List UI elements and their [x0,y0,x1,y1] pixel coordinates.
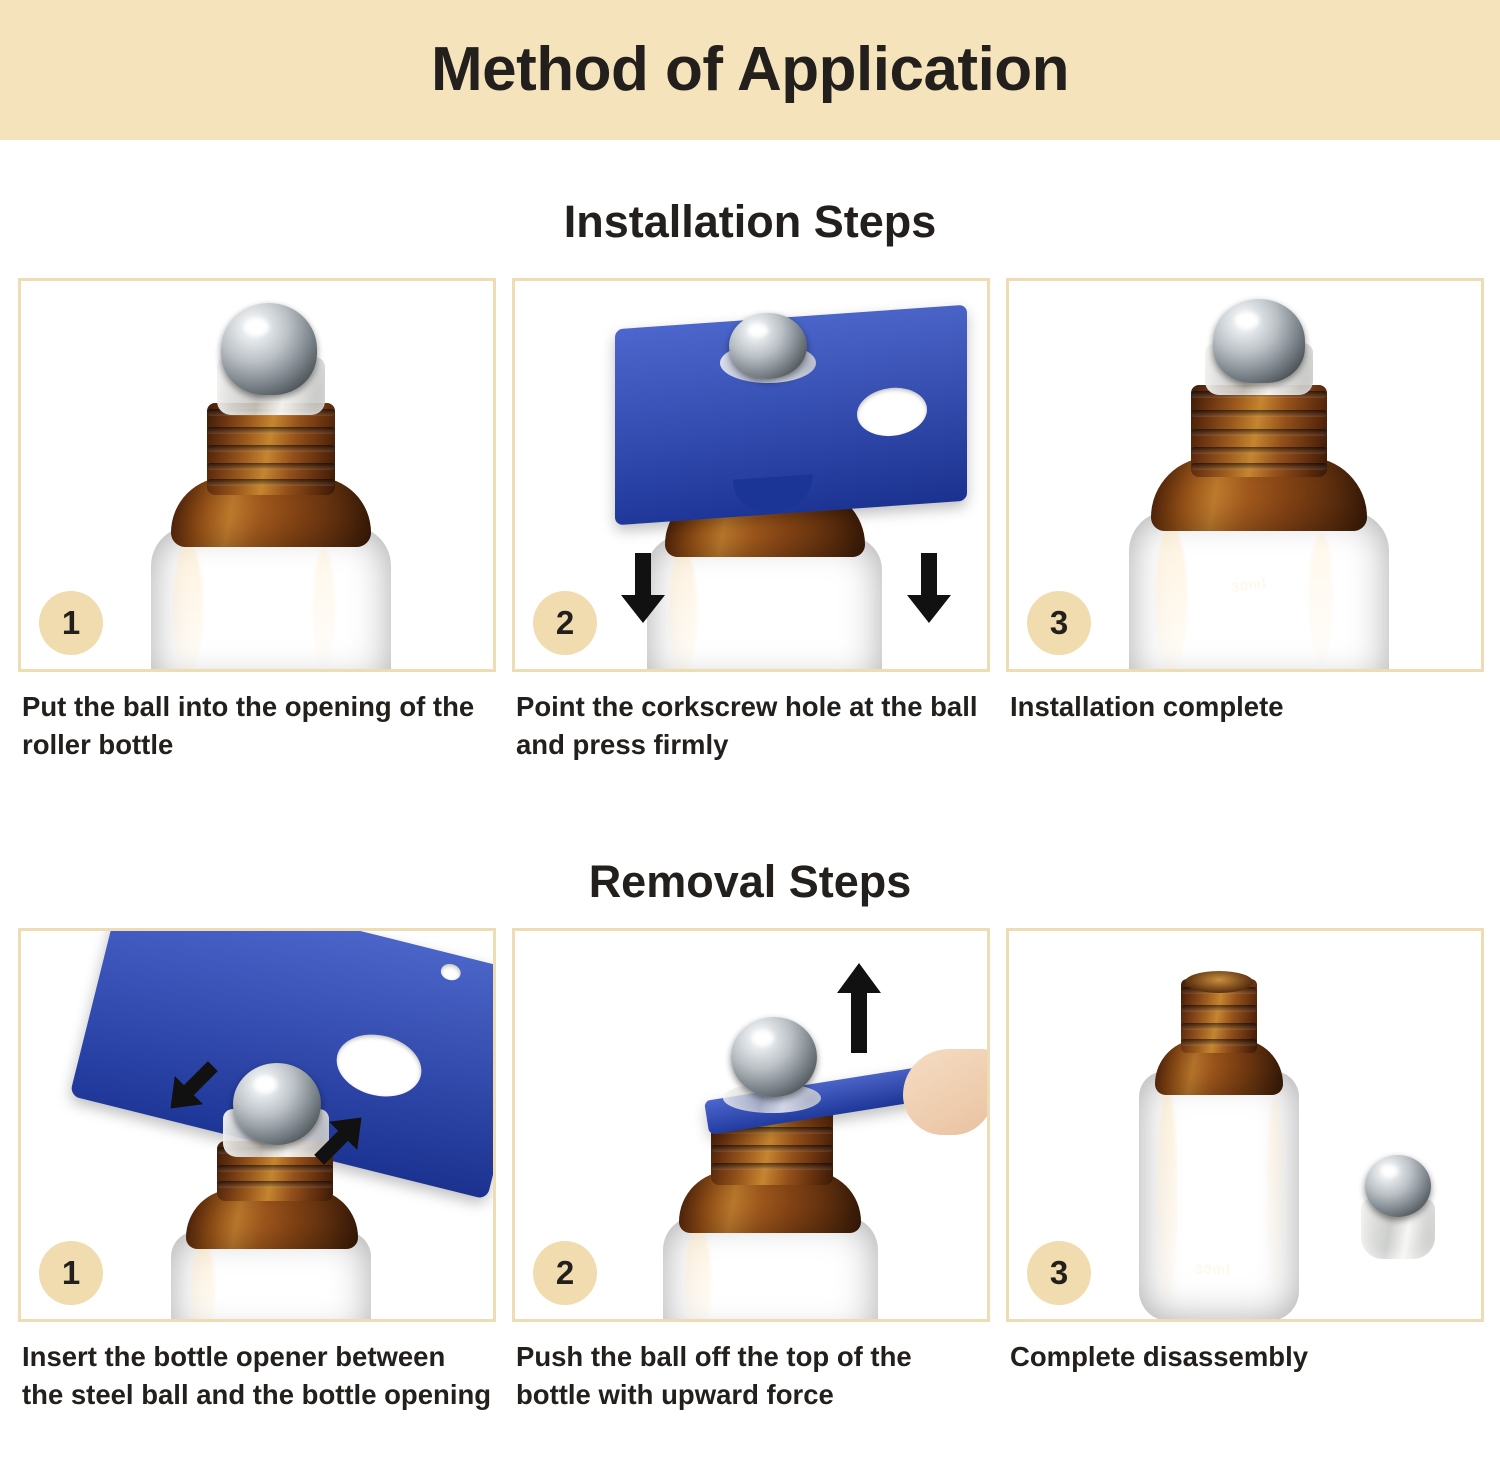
bottle-neck [207,403,335,495]
step-badge-install-1: 1 [39,591,103,655]
step-image-install-3 [1006,278,1484,672]
step-card-removal-3 [998,928,1492,1413]
bottle-volume-label: 30ml [1195,1261,1231,1277]
step-badge-install-3: 3 [1027,591,1091,655]
step-image-removal-2 [512,928,990,1322]
step-caption-install-1: Put the ball into the opening of the roller bottle [22,691,475,760]
header-banner [0,0,1500,140]
steel-roller-ball [221,303,317,395]
glass-highlight [1157,1089,1177,1299]
section-title-installation: Installation Steps [563,196,937,247]
glass-highlight [1155,527,1187,672]
step-image-install-2 [512,278,990,672]
step-image-removal-1 [18,928,496,1322]
step-card-install-2 [504,278,998,763]
arrow-up-icon [837,963,881,1055]
removal-steps-row [10,928,1494,1413]
step-image-install-1 [18,278,496,672]
bottle-neck [1191,385,1327,477]
step-image-removal-3 [1006,928,1484,1322]
step-card-removal-1 [10,928,504,1413]
section-title-removal: Removal Steps [588,856,912,907]
step-caption-install-3: Installation complete [1010,691,1284,722]
installation-steps-row [10,278,1494,763]
steel-roller-ball [1213,299,1305,383]
step-badge-install-2: 2 [533,591,597,655]
page-title: Method of Application [430,35,1070,104]
step-card-install-3 [998,278,1492,763]
bottle-opening [1185,971,1253,993]
step-card-removal-2 [504,928,998,1413]
glass-highlight [669,549,697,672]
steel-roller-ball [1365,1155,1431,1217]
step-badge-removal-2: 2 [533,1241,597,1305]
glass-highlight [1309,533,1333,665]
step-caption-install-2: Point the corkscrew hole at the ball and press firmly [516,691,978,760]
arrow-down-icon [621,553,665,625]
hand-icon [903,1049,990,1135]
steel-roller-ball [233,1063,321,1145]
glass-highlight [685,1227,711,1322]
step-caption-removal-1: Insert the bottle opener between the steel ball and the bottle opening [22,1341,492,1410]
glass-highlight [313,549,335,669]
glass-highlight [1267,1097,1283,1289]
arrow-down-icon [907,553,951,625]
step-card-install-1 [10,278,504,763]
steel-roller-ball [731,1017,817,1097]
step-badge-removal-3: 3 [1027,1241,1091,1305]
glass-highlight [173,543,203,672]
step-caption-removal-2: Push the ball off the top of the bottle with upward force [516,1341,912,1410]
step-badge-removal-1: 1 [39,1241,103,1305]
bottle-volume-label: 30ml [1230,574,1268,596]
step-caption-removal-3: Complete disassembly [1010,1341,1309,1372]
steel-roller-ball [729,313,807,379]
